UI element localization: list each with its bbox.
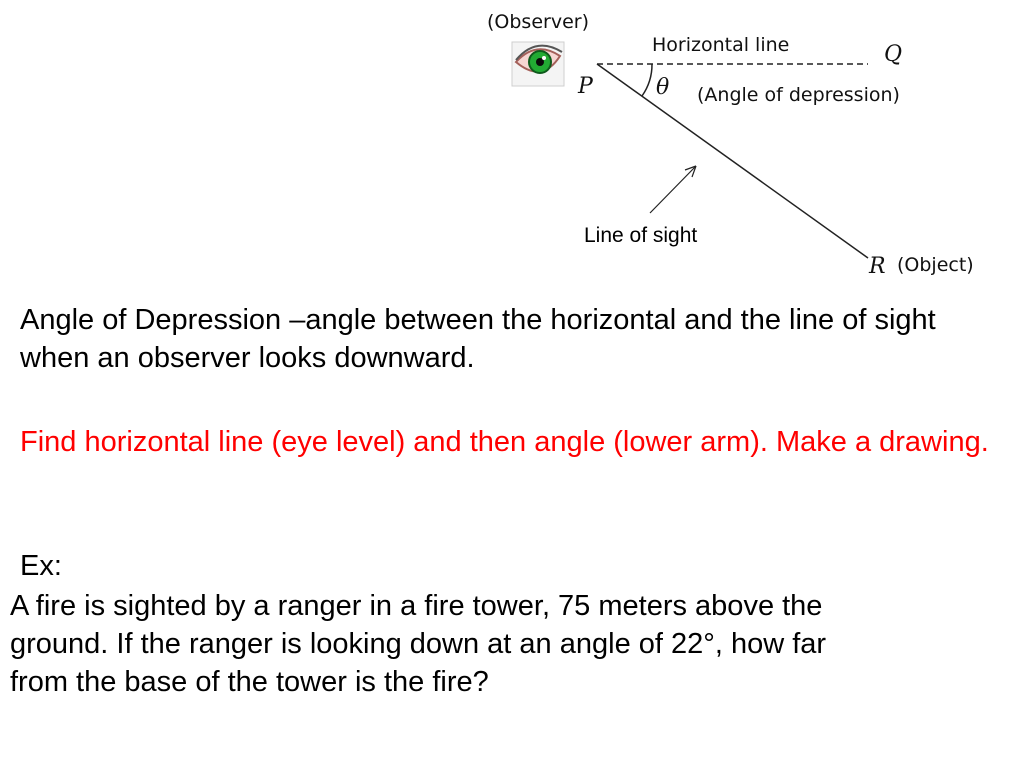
object-label: (Object) <box>897 254 974 276</box>
point-r-label: R <box>869 254 886 279</box>
example-problem-text: A fire is sighted by a ranger in a fire tower, 75 meters above the ground. If the ranger is looking down at an angle of 22°, how far from the base of the tower is the fire? <box>10 590 827 698</box>
eye-icon <box>512 42 564 86</box>
horizontal-line-label: Horizontal line <box>652 34 790 56</box>
line-of-sight-label: Line of sight <box>584 224 698 247</box>
theta-label: θ <box>656 75 670 100</box>
point-p-label: P <box>578 74 593 99</box>
definition-text: Angle of Depression –angle between the horizontal and the line of sight when an observer looks downward. <box>20 304 936 374</box>
angle-of-depression-diagram <box>470 0 1024 290</box>
observer-label: (Observer) <box>487 11 589 33</box>
point-q-label: Q <box>884 42 903 67</box>
angle-of-depression-label: (Angle of depression) <box>697 84 900 106</box>
instruction-text: Find horizontal line (eye level) and then angle (lower arm). Make a drawing. <box>20 426 989 458</box>
line-of-sight-arrow <box>650 166 696 213</box>
example-label: Ex: <box>20 550 62 582</box>
angle-arc <box>642 64 652 96</box>
